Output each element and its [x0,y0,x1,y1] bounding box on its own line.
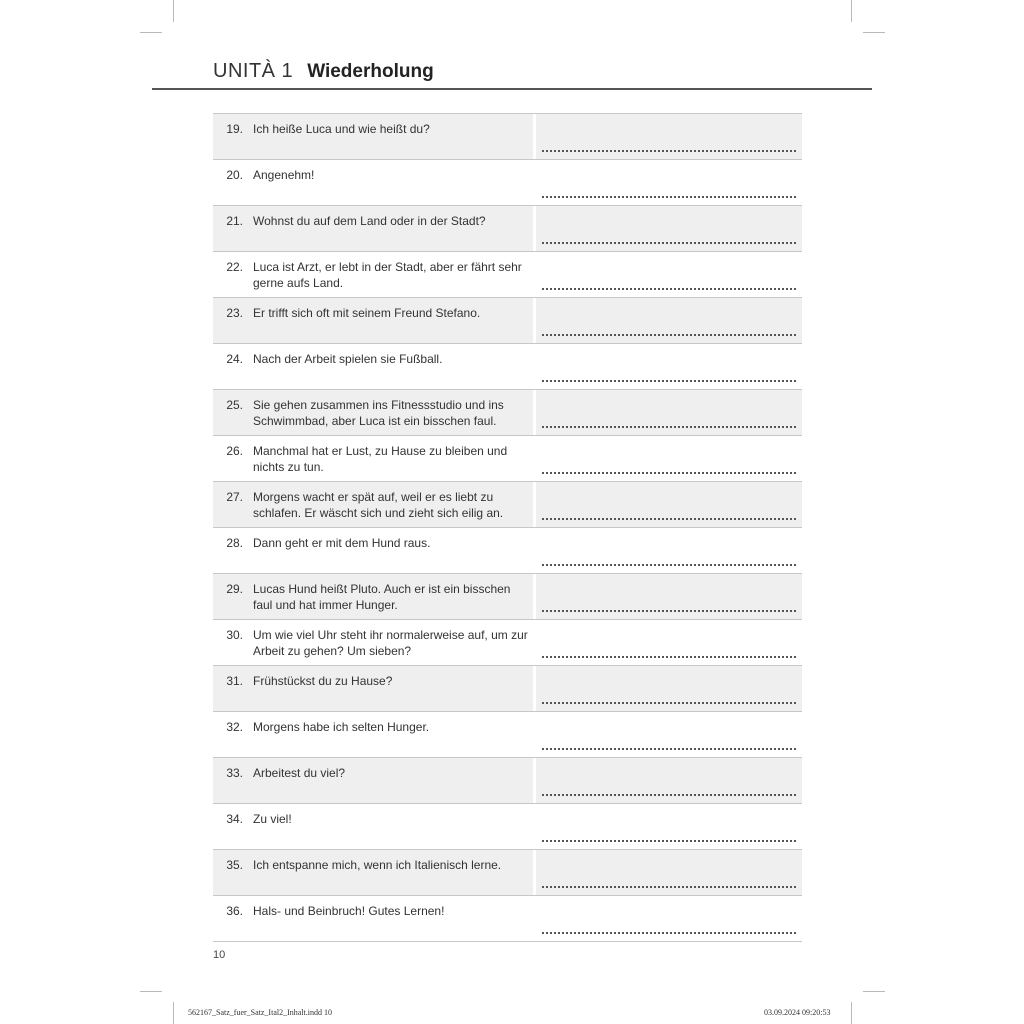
answer-dotted-line [542,242,796,244]
sentence-cell [213,114,533,159]
table-row [213,344,802,390]
sentence-cell [213,850,533,895]
item-number: 36. [226,904,243,918]
sentence-cell [213,666,533,711]
table-row [213,206,802,252]
item-number: 31. [226,674,243,688]
sentence-cell [213,574,533,619]
page-number: 10 [213,949,226,961]
item-number: 22. [226,260,243,274]
german-sentence: Morgens habe ich selten Hunger. [253,720,430,734]
sentence-cell [213,390,533,435]
table-row [213,712,802,758]
german-sentence: Ich entspanne mich, wenn ich Italienisch lerne. [253,858,502,872]
table-row [213,482,802,528]
answer-dotted-line [542,150,796,152]
table-row [213,804,802,850]
table-row [213,850,802,896]
answer-cell[interactable] [536,114,802,159]
answer-cell[interactable] [536,252,802,297]
german-sentence: Arbeitest du viel? [253,766,346,780]
answer-dotted-line [542,426,796,428]
header-rule [152,88,872,90]
table-row [213,298,802,344]
crop-mark [173,0,174,22]
answer-dotted-line [542,334,796,336]
german-sentence: Um wie viel Uhr steht ihr normalerweise auf, um zur Arbeit zu gehen? Um sieben? [253,628,528,658]
page-header [213,60,434,83]
table-row [213,390,802,436]
answer-dotted-line [542,656,796,658]
sentence-cell [213,160,533,205]
table-row [213,620,802,666]
answer-cell[interactable] [536,666,802,711]
german-sentence: Lucas Hund heißt Pluto. Auch er ist ein bisschen faul und hat immer Hunger. [253,582,511,612]
german-sentence: Hals- und Beinbruch! Gutes Lernen! [253,904,445,918]
answer-cell[interactable] [536,850,802,895]
item-number: 28. [226,536,243,550]
item-number: 29. [226,582,243,596]
item-number: 34. [226,812,243,826]
german-sentence: Ich heiße Luca und wie heißt du? [253,122,430,136]
crop-mark [851,1002,852,1024]
sentence-cell [213,206,533,251]
answer-cell[interactable] [536,574,802,619]
item-number: 20. [226,168,243,182]
crop-mark [851,0,852,22]
unit-label: UNITÀ 1 [213,60,294,82]
sentence-cell [213,712,533,757]
table-row [213,528,802,574]
item-number: 27. [226,490,243,504]
item-number: 24. [226,352,243,366]
sentence-cell [213,344,533,389]
table-row [213,666,802,712]
answer-dotted-line [542,610,796,612]
sentence-cell [213,436,533,481]
item-number: 26. [226,444,243,458]
answer-cell[interactable] [536,758,802,803]
answer-cell[interactable] [536,390,802,435]
answer-cell[interactable] [536,298,802,343]
table-row [213,114,802,160]
german-sentence: Wohnst du auf dem Land oder in der Stadt? [253,214,486,228]
item-number: 33. [226,766,243,780]
answer-dotted-line [542,518,796,520]
german-sentence: Manchmal hat er Lust, zu Hause zu bleiben und nichts zu tun. [253,444,508,474]
answer-cell[interactable] [536,206,802,251]
item-number: 21. [226,214,243,228]
sentence-cell [213,252,533,297]
answer-cell[interactable] [536,482,802,527]
german-sentence: Luca ist Arzt, er lebt in der Stadt, aber er fährt sehr gerne aufs Land. [253,260,522,290]
item-number: 25. [226,398,243,412]
item-number: 23. [226,306,243,320]
answer-cell[interactable] [536,620,802,665]
item-number: 30. [226,628,243,642]
sentence-cell [213,482,533,527]
answer-dotted-line [542,288,796,290]
table-row [213,436,802,482]
sentence-cell [213,896,533,941]
german-sentence: Er trifft sich oft mit seinem Freund Stefano. [253,306,481,320]
answer-cell[interactable] [536,436,802,481]
sentence-cell [213,528,533,573]
answer-dotted-line [542,794,796,796]
page-title: Wiederholung [307,61,434,82]
german-sentence: Zu viel! [253,812,292,826]
answer-cell[interactable] [536,160,802,205]
answer-dotted-line [542,702,796,704]
german-sentence: Morgens wacht er spät auf, weil er es liebt zu schlafen. Er wäscht sich und zieht sich eilig an. [253,490,504,520]
table-row [213,252,802,298]
answer-dotted-line [542,748,796,750]
table-row [213,160,802,206]
sentence-cell [213,758,533,803]
german-sentence: Sie gehen zusammen ins Fitnessstudio und ins Schwimmbad, aber Luca ist ein bisschen faul. [253,398,504,428]
crop-mark [863,32,885,33]
table-row [213,896,802,942]
crop-mark [140,991,162,992]
exercise-table [213,113,802,942]
answer-cell[interactable] [536,528,802,573]
answer-dotted-line [542,840,796,842]
answer-dotted-line [542,886,796,888]
item-number: 32. [226,720,243,734]
footer-filename: 562167_Satz_fuer_Satz_Ital2_Inhalt.indd 10 [188,1008,332,1017]
answer-cell[interactable] [536,896,802,941]
crop-mark [140,32,162,33]
sentence-cell [213,620,533,665]
sentence-cell [213,298,533,343]
answer-cell[interactable] [536,712,802,757]
answer-dotted-line [542,472,796,474]
german-sentence: Angenehm! [253,168,315,182]
crop-mark [863,991,885,992]
answer-dotted-line [542,380,796,382]
answer-dotted-line [542,564,796,566]
answer-cell[interactable] [536,344,802,389]
german-sentence: Nach der Arbeit spielen sie Fußball. [253,352,443,366]
footer-timestamp: 03.09.2024 09:20:53 [764,1008,831,1017]
answer-cell[interactable] [536,804,802,849]
answer-dotted-line [542,932,796,934]
table-row [213,574,802,620]
table-row [213,758,802,804]
answer-dotted-line [542,196,796,198]
sentence-cell [213,804,533,849]
crop-mark [173,1002,174,1024]
item-number: 19. [226,122,243,136]
german-sentence: Frühstückst du zu Hause? [253,674,393,688]
item-number: 35. [226,858,243,872]
german-sentence: Dann geht er mit dem Hund raus. [253,536,431,550]
